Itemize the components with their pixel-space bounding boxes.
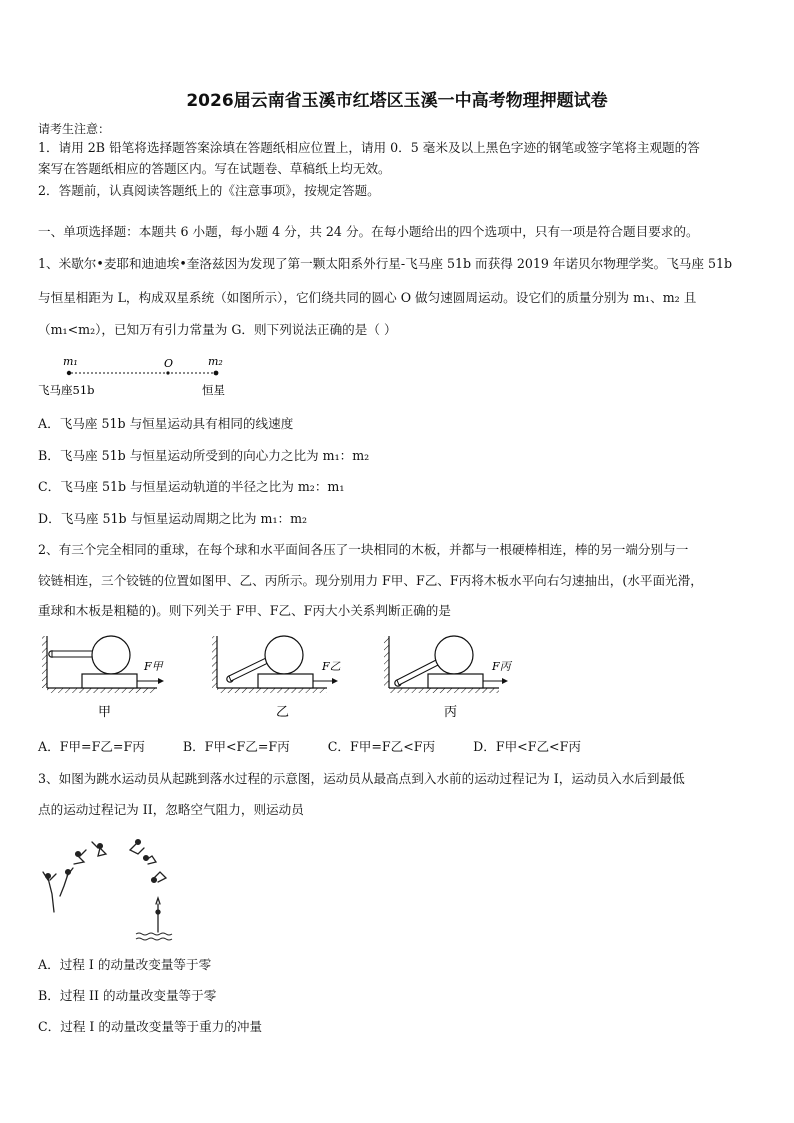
binary-star-diagram — [36, 354, 256, 402]
section-heading: 一、单项选择题：本题共 6 小题，每小题 4 分，共 24 分。在每小题给出的四个选项中，只有一项是符合题目要求的。 — [38, 224, 699, 239]
q1-option-c: C．飞马座 51b 与恒星运动轨道的半径之比为 m₂：m₁ — [38, 479, 345, 494]
caption-jia: 甲 — [98, 705, 112, 720]
q2-stem-line-2: 铰链相连，三个铰链的位置如图甲、乙、丙所示。现分别用力 F甲、F乙、F丙将木板水平向右匀速抽出，(水平面光滑， — [38, 573, 703, 588]
figure-jia — [42, 636, 165, 720]
q3-option-c: C．过程 I 的动量改变量等于重力的冲量 — [38, 1019, 263, 1034]
ball-yi — [265, 636, 303, 674]
q2-stem-line-3: 重球和木板是粗糙的)。则下列关于 F甲、F乙、F丙大小关系判断正确的是 — [38, 603, 451, 618]
rod-jia — [52, 651, 94, 657]
q2-option-b: B．F甲<F乙=F丙 — [182, 739, 290, 754]
ball-jia — [92, 636, 130, 674]
o-label: O — [164, 357, 174, 370]
figure-yi — [212, 636, 341, 720]
q1-stem-line-3: （m₁<m₂），已知万有引力常量为 G．则下列说法正确的是（ ） — [38, 322, 397, 337]
diver-pose-4 — [92, 842, 106, 856]
board-jia — [82, 674, 137, 688]
force-label-yi: F乙 — [322, 660, 341, 673]
q2-option-a: A．F甲=F乙=F丙 — [38, 739, 145, 754]
board-bing — [428, 674, 483, 688]
star-name: 恒星 — [202, 383, 225, 397]
board-yi — [258, 674, 313, 688]
notice-item-2: 2．答题前，认真阅读答题纸上的《注意事项》，按规定答题。 — [38, 183, 380, 198]
planet-name: 飞马座51b — [38, 383, 95, 397]
diver-trajectory-image — [38, 832, 188, 944]
q1-stem-line-1: 1、米歇尔•麦耶和迪迪埃•奎洛兹因为发现了第一颗太阳系外行星-飞马座 51b 而获得 2019 年诺贝尔物理学奖。飞马座 51b — [38, 256, 733, 271]
force-label-jia: F甲 — [144, 660, 163, 673]
q2-options — [38, 739, 758, 755]
page-title: 2026届云南省玉溪市红塔区玉溪一中高考物理押题试卷 — [186, 91, 608, 111]
center-o-dot — [166, 371, 169, 374]
q3-option-a: A．过程 I 的动量改变量等于零 — [38, 957, 212, 972]
q3-stem-line-1: 3、如图为跳水运动员从起跳到落水过程的示意图，运动员从最高点到入水前的运动过程记为 I，运动员入水后到最低 — [38, 771, 685, 786]
q3-stem-line-2: 点的运动过程记为 II，忽略空气阻力，则运动员 — [38, 802, 304, 817]
notice-item-1-line-2: 案写在答题纸相应的答题区内。写在试题卷、草稿纸上均无效。 — [38, 161, 391, 176]
caption-yi: 乙 — [276, 705, 290, 720]
diver-pose-1 — [43, 872, 56, 912]
m1-label: m₁ — [63, 355, 78, 368]
q1-option-d: D．飞马座 51b 与恒星运动周期之比为 m₁：m₂ — [38, 511, 308, 526]
diver-pose-6 — [144, 856, 156, 864]
q2-stem-line-1: 2、有三个完全相同的重球，在每个球和水平面间各压了一块相同的木板，并都与一根硬棒相连，棒的另一端分别与一 — [38, 542, 689, 557]
q2-option-d: D．F甲<F乙<F丙 — [473, 739, 581, 754]
q3-option-b: B．过程 II 的动量改变量等于零 — [38, 988, 217, 1003]
q1-stem-line-2: 与恒星相距为 L，构成双星系统（如图所示），它们绕共同的圆心 O 做匀速圆周运动。设它们的质量分别为 m₁、m₂ 且 — [38, 290, 697, 305]
diver-pose-7 — [152, 872, 166, 882]
planet-dot — [67, 371, 71, 375]
notice-item-1-line-1: 1．请用 2B 铅笔将选择题答案涂填在答题纸相应位置上，请用 0．5 毫米及以上黑色字迹的钢笔或签字笔将主观题的答 — [38, 140, 700, 155]
diver-pose-8 — [156, 898, 160, 932]
diver-pose-5 — [130, 840, 144, 854]
water-surface — [136, 933, 172, 940]
notice-heading: 请考生注意： — [38, 122, 111, 136]
diver-pose-2 — [60, 868, 73, 896]
rod-ball-diagrams — [36, 630, 556, 722]
force-label-bing: F丙 — [492, 660, 511, 673]
q1-option-a: A．飞马座 51b 与恒星运动具有相同的线速度 — [38, 416, 294, 431]
m2-label: m₂ — [208, 355, 223, 368]
ball-bing — [435, 636, 473, 674]
diver-pose-3 — [74, 850, 86, 864]
q2-option-c: C．F甲=F乙<F丙 — [327, 739, 436, 754]
star-dot — [214, 371, 219, 376]
q1-option-b: B．飞马座 51b 与恒星运动所受到的向心力之比为 m₁：m₂ — [38, 448, 370, 463]
caption-bing: 丙 — [444, 705, 458, 720]
figure-bing — [384, 636, 513, 720]
